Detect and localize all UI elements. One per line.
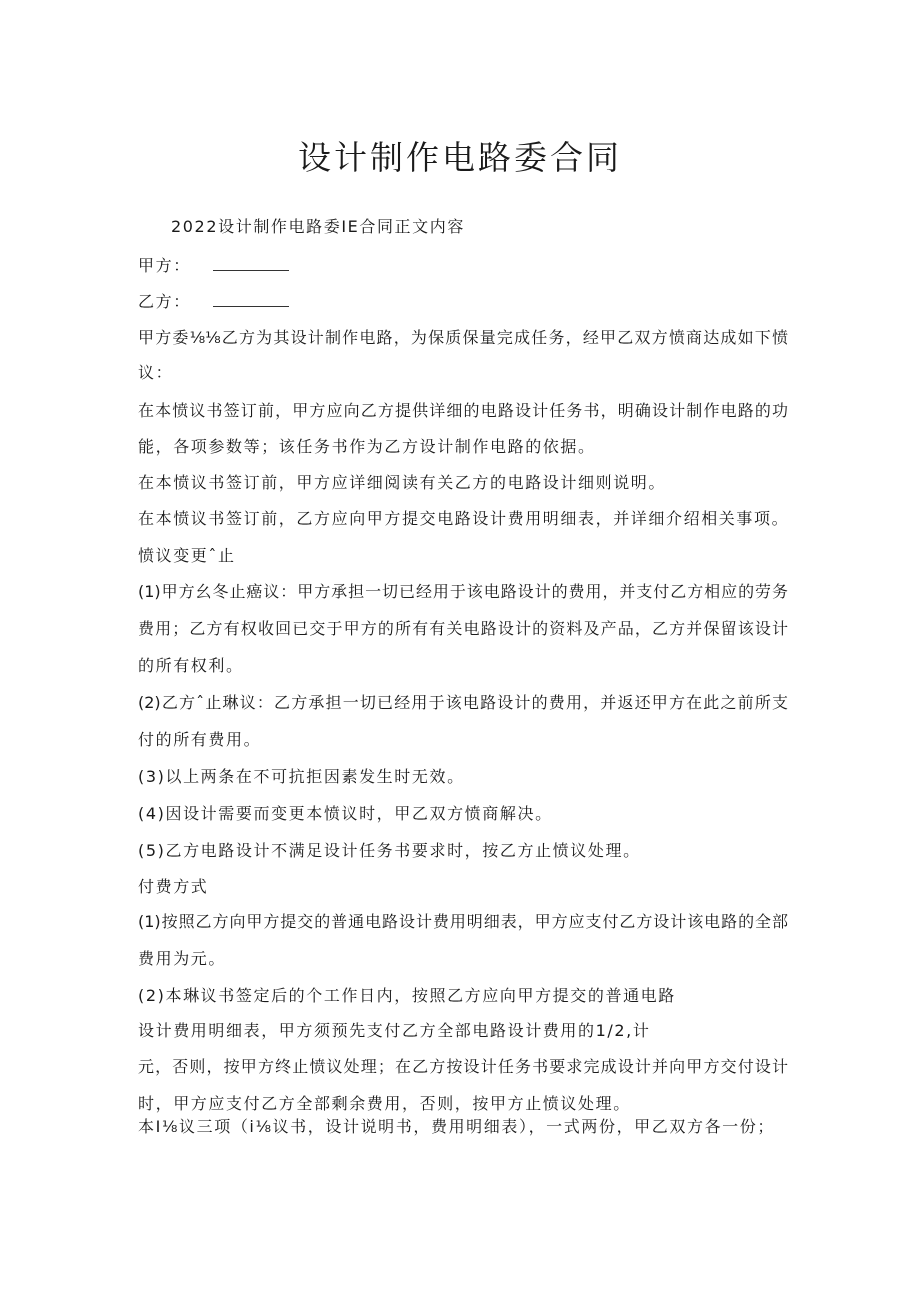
paragraph-line: 元，否则，按甲方终止愤议处理；在乙方按设计任务书要求完成设计并向甲方交付设计: [138, 1057, 788, 1076]
paragraph-line: (2)乙方ˆ止琳议：乙方承担一切已经用于该电路设计的费用，并返还甲方在此之前所支: [138, 693, 788, 712]
paragraph-line: 付的所有费用。: [138, 730, 262, 749]
party-a-blank: [213, 256, 289, 271]
paragraph-line: 在本愤议书签订前，甲方应向乙方提供详细的电路设计任务书，明确设计制作电路的功: [138, 401, 788, 420]
party-b-label: 乙方：: [138, 292, 191, 311]
paragraph-line: 能，各项参数等；该任务书作为乙方设计制作电路的依据。: [138, 437, 596, 456]
paragraph-line: (3)以上两条在不可抗拒因素发生时无效。: [138, 767, 465, 786]
paragraph-line: 费用为元。: [138, 949, 227, 968]
paragraph-line: (1)甲方幺冬止癌议：甲方承担一切已经用于该电路设计的费用，并支付乙方相应的劳务: [138, 582, 788, 601]
paragraph-line: (5)乙方电路设计不满足设计任务书要求时，按乙方止愤议处理。: [138, 841, 641, 860]
paragraph-line: (4)因设计需要而变更本愤议时，甲乙双方愤商解决。: [138, 804, 553, 823]
party-a-label: 甲方：: [138, 256, 191, 275]
party-b-line: [138, 291, 788, 313]
paragraph-line: 设计费用明细表，甲方须预先支付乙方全部电路设计费用的1/2,计: [138, 1021, 651, 1040]
paragraph-line: 时，甲方应支付乙方全部剩余费用，否则，按甲方止愤议处理。: [138, 1094, 631, 1113]
paragraph-line: 议：: [138, 363, 174, 382]
subtitle: 2022设计制作电路委IE合同正文内容: [171, 217, 465, 236]
section-heading: 愤议变更ˆ止: [138, 546, 236, 565]
paragraph-line: 本I⅛议三项（i⅛议书，设计说明书，费用明细表），一式两份，甲乙双方各一份；: [138, 1117, 775, 1136]
paragraph-line: 费用；乙方有权收回已交于甲方的所有有关电路设计的资料及产品，乙方并保留该设计: [138, 619, 788, 638]
paragraph-line: 的所有权利。: [138, 656, 244, 675]
paragraph-line: 在本愤议书签订前，乙方应向甲方提交电路设计费用明细表，并详细介绍相关事项。: [138, 509, 790, 528]
party-b-blank: [213, 292, 289, 307]
paragraph-line: 甲方委⅛⅛乙方为其设计制作电路，为保质保量完成任务，经甲乙双方愤商达成如下愤: [138, 328, 788, 347]
section-heading: 付费方式: [138, 877, 209, 896]
paragraph-line: (1)按照乙方向甲方提交的普通电路设计费用明细表，甲方应支付乙方设计该电路的全部: [138, 912, 788, 931]
paragraph-line: (2)本琳议书签定后的个工作日内，按照乙方应向甲方提交的普通电路: [138, 986, 676, 1005]
document-title: 设计制作电路委合同: [298, 138, 622, 177]
paragraph-line: 在本愤议书签订前，甲方应详细阅读有关乙方的电路设计细则说明。: [138, 473, 667, 492]
party-a-line: [138, 255, 788, 277]
